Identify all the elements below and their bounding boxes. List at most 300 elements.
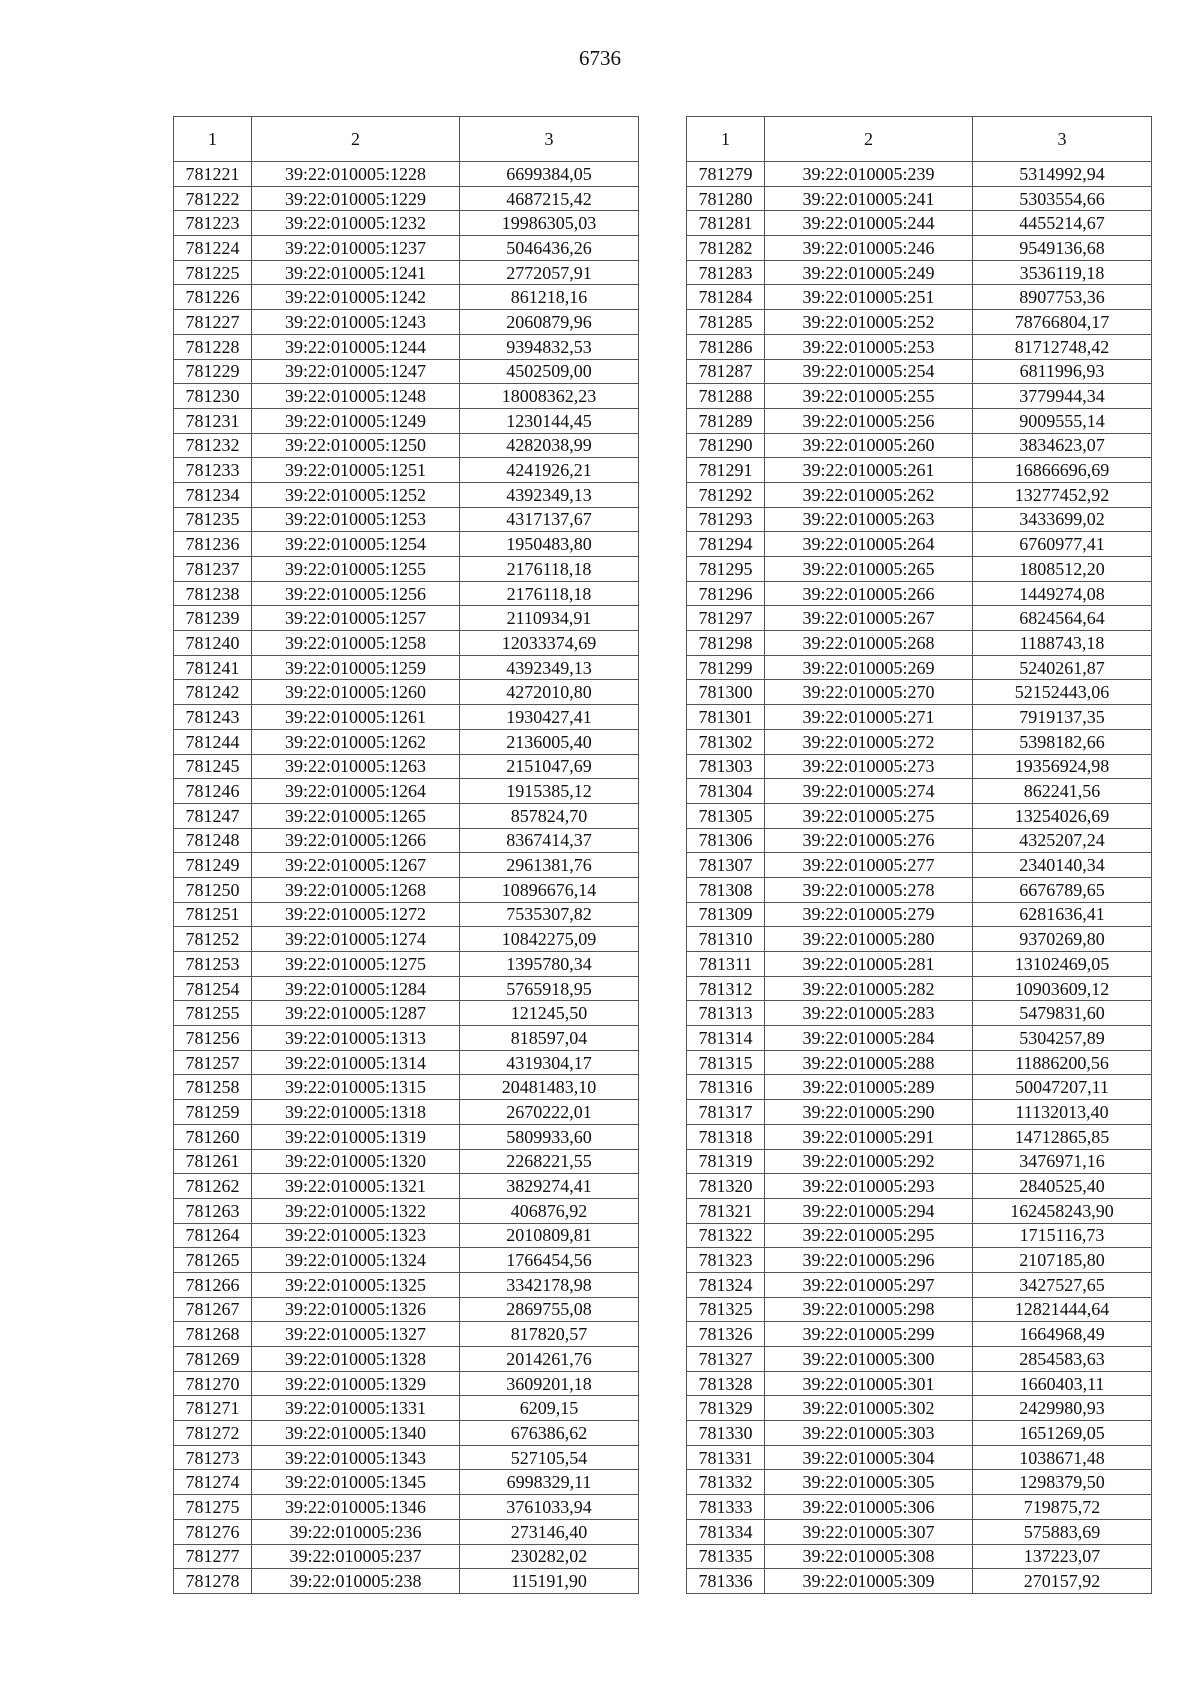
row-number-cell: 781226 xyxy=(174,285,252,310)
value-cell: 4272010,80 xyxy=(460,680,639,705)
value-cell: 5809933,60 xyxy=(460,1124,639,1149)
value-cell: 1651269,05 xyxy=(973,1421,1152,1446)
row-number-cell: 781294 xyxy=(687,532,765,557)
value-cell: 2429980,93 xyxy=(973,1396,1152,1421)
table-row xyxy=(687,1124,1152,1149)
value-cell: 3476971,16 xyxy=(973,1149,1152,1174)
table-row xyxy=(174,1569,639,1594)
cadastral-number-cell: 39:22:010005:266 xyxy=(765,581,973,606)
cadastral-number-cell: 39:22:010005:236 xyxy=(252,1519,460,1544)
table-row xyxy=(174,1100,639,1125)
table-row xyxy=(687,1371,1152,1396)
row-number-cell: 781296 xyxy=(687,581,765,606)
value-cell: 4502509,00 xyxy=(460,359,639,384)
row-number-cell: 781232 xyxy=(174,433,252,458)
value-cell: 3427527,65 xyxy=(973,1272,1152,1297)
row-number-cell: 781248 xyxy=(174,828,252,853)
cadastral-number-cell: 39:22:010005:294 xyxy=(765,1198,973,1223)
table-row xyxy=(174,384,639,409)
cadastral-number-cell: 39:22:010005:1249 xyxy=(252,408,460,433)
table-row xyxy=(687,803,1152,828)
cadastral-number-cell: 39:22:010005:281 xyxy=(765,952,973,977)
row-number-cell: 781228 xyxy=(174,334,252,359)
table-row xyxy=(174,828,639,853)
value-cell: 9394832,53 xyxy=(460,334,639,359)
cadastral-number-cell: 39:22:010005:308 xyxy=(765,1544,973,1569)
value-cell: 4282038,99 xyxy=(460,433,639,458)
row-number-cell: 781295 xyxy=(687,557,765,582)
row-number-cell: 781259 xyxy=(174,1100,252,1125)
row-number-cell: 781324 xyxy=(687,1272,765,1297)
cadastral-number-cell: 39:22:010005:1251 xyxy=(252,458,460,483)
row-number-cell: 781311 xyxy=(687,952,765,977)
value-cell: 527105,54 xyxy=(460,1445,639,1470)
row-number-cell: 781257 xyxy=(174,1050,252,1075)
cadastral-number-cell: 39:22:010005:1331 xyxy=(252,1396,460,1421)
table-row xyxy=(174,1272,639,1297)
cadastral-number-cell: 39:22:010005:1259 xyxy=(252,655,460,680)
row-number-cell: 781320 xyxy=(687,1174,765,1199)
table-row xyxy=(174,655,639,680)
table-row xyxy=(174,433,639,458)
value-cell: 78766804,17 xyxy=(973,310,1152,335)
value-cell: 162458243,90 xyxy=(973,1198,1152,1223)
value-cell: 5303554,66 xyxy=(973,186,1152,211)
table-row xyxy=(687,532,1152,557)
row-number-cell: 781235 xyxy=(174,507,252,532)
cadastral-number-cell: 39:22:010005:251 xyxy=(765,285,973,310)
value-cell: 862241,56 xyxy=(973,779,1152,804)
row-number-cell: 781244 xyxy=(174,729,252,754)
cadastral-number-cell: 39:22:010005:268 xyxy=(765,631,973,656)
value-cell: 6281636,41 xyxy=(973,902,1152,927)
row-number-cell: 781261 xyxy=(174,1149,252,1174)
table-row xyxy=(687,334,1152,359)
left-table xyxy=(173,116,639,1594)
value-cell: 1038671,48 xyxy=(973,1445,1152,1470)
row-number-cell: 781240 xyxy=(174,631,252,656)
row-number-cell: 781256 xyxy=(174,1026,252,1051)
table-row xyxy=(174,1347,639,1372)
value-cell: 406876,92 xyxy=(460,1198,639,1223)
table-row xyxy=(687,877,1152,902)
table-row xyxy=(174,1149,639,1174)
cadastral-number-cell: 39:22:010005:1263 xyxy=(252,754,460,779)
cadastral-number-cell: 39:22:010005:1340 xyxy=(252,1421,460,1446)
header-row xyxy=(687,117,1152,162)
column-header-3: 3 xyxy=(460,117,639,162)
value-cell: 2014261,76 xyxy=(460,1347,639,1372)
table-row xyxy=(174,754,639,779)
value-cell: 575883,69 xyxy=(973,1519,1152,1544)
table-row xyxy=(687,1396,1152,1421)
cadastral-number-cell: 39:22:010005:1320 xyxy=(252,1149,460,1174)
cadastral-number-cell: 39:22:010005:270 xyxy=(765,680,973,705)
table-row xyxy=(687,1544,1152,1569)
value-cell: 115191,90 xyxy=(460,1569,639,1594)
cadastral-number-cell: 39:22:010005:1266 xyxy=(252,828,460,853)
value-cell: 4392349,13 xyxy=(460,482,639,507)
row-number-cell: 781284 xyxy=(687,285,765,310)
value-cell: 270157,92 xyxy=(973,1569,1152,1594)
row-number-cell: 781265 xyxy=(174,1248,252,1273)
row-number-cell: 781250 xyxy=(174,877,252,902)
cadastral-number-cell: 39:22:010005:254 xyxy=(765,359,973,384)
column-header-2: 2 xyxy=(252,117,460,162)
cadastral-number-cell: 39:22:010005:1242 xyxy=(252,285,460,310)
value-cell: 1950483,80 xyxy=(460,532,639,557)
value-cell: 4241926,21 xyxy=(460,458,639,483)
value-cell: 16866696,69 xyxy=(973,458,1152,483)
cadastral-number-cell: 39:22:010005:1244 xyxy=(252,334,460,359)
table-row xyxy=(174,803,639,828)
table-row xyxy=(174,507,639,532)
row-number-cell: 781280 xyxy=(687,186,765,211)
value-cell: 2772057,91 xyxy=(460,260,639,285)
cadastral-number-cell: 39:22:010005:1322 xyxy=(252,1198,460,1223)
cadastral-number-cell: 39:22:010005:298 xyxy=(765,1297,973,1322)
cadastral-number-cell: 39:22:010005:299 xyxy=(765,1322,973,1347)
value-cell: 676386,62 xyxy=(460,1421,639,1446)
cadastral-number-cell: 39:22:010005:264 xyxy=(765,532,973,557)
left-table-header xyxy=(174,117,639,162)
value-cell: 1930427,41 xyxy=(460,705,639,730)
value-cell: 18008362,23 xyxy=(460,384,639,409)
table-row xyxy=(174,853,639,878)
cadastral-number-cell: 39:22:010005:304 xyxy=(765,1445,973,1470)
table-row xyxy=(174,557,639,582)
row-number-cell: 781243 xyxy=(174,705,252,730)
value-cell: 3609201,18 xyxy=(460,1371,639,1396)
cadastral-number-cell: 39:22:010005:249 xyxy=(765,260,973,285)
row-number-cell: 781274 xyxy=(174,1470,252,1495)
value-cell: 5765918,95 xyxy=(460,976,639,1001)
cadastral-number-cell: 39:22:010005:1318 xyxy=(252,1100,460,1125)
value-cell: 4687215,42 xyxy=(460,186,639,211)
cadastral-number-cell: 39:22:010005:1274 xyxy=(252,927,460,952)
table-row xyxy=(687,1149,1152,1174)
row-number-cell: 781281 xyxy=(687,211,765,236)
cadastral-number-cell: 39:22:010005:1284 xyxy=(252,976,460,1001)
row-number-cell: 781330 xyxy=(687,1421,765,1446)
row-number-cell: 781254 xyxy=(174,976,252,1001)
row-number-cell: 781231 xyxy=(174,408,252,433)
table-row xyxy=(174,1198,639,1223)
row-number-cell: 781291 xyxy=(687,458,765,483)
cadastral-number-cell: 39:22:010005:1323 xyxy=(252,1223,460,1248)
row-number-cell: 781333 xyxy=(687,1495,765,1520)
right-table xyxy=(686,116,1152,1594)
value-cell: 20481483,10 xyxy=(460,1075,639,1100)
value-cell: 14712865,85 xyxy=(973,1124,1152,1149)
table-row xyxy=(687,1075,1152,1100)
table-row xyxy=(687,1495,1152,1520)
value-cell: 3433699,02 xyxy=(973,507,1152,532)
cadastral-number-cell: 39:22:010005:1261 xyxy=(252,705,460,730)
row-number-cell: 781325 xyxy=(687,1297,765,1322)
table-row xyxy=(687,1198,1152,1223)
table-row xyxy=(174,581,639,606)
cadastral-number-cell: 39:22:010005:278 xyxy=(765,877,973,902)
table-row xyxy=(174,1124,639,1149)
cadastral-number-cell: 39:22:010005:265 xyxy=(765,557,973,582)
table-row xyxy=(687,705,1152,730)
cadastral-number-cell: 39:22:010005:1232 xyxy=(252,211,460,236)
table-row xyxy=(174,1050,639,1075)
table-row xyxy=(687,1519,1152,1544)
value-cell: 81712748,42 xyxy=(973,334,1152,359)
value-cell: 1915385,12 xyxy=(460,779,639,804)
table-row xyxy=(687,211,1152,236)
table-row xyxy=(174,1223,639,1248)
cadastral-number-cell: 39:22:010005:292 xyxy=(765,1149,973,1174)
cadastral-number-cell: 39:22:010005:1255 xyxy=(252,557,460,582)
cadastral-number-cell: 39:22:010005:274 xyxy=(765,779,973,804)
row-number-cell: 781303 xyxy=(687,754,765,779)
table-row xyxy=(687,186,1152,211)
row-number-cell: 781299 xyxy=(687,655,765,680)
cadastral-number-cell: 39:22:010005:290 xyxy=(765,1100,973,1125)
value-cell: 5479831,60 xyxy=(973,1001,1152,1026)
row-number-cell: 781288 xyxy=(687,384,765,409)
value-cell: 2136005,40 xyxy=(460,729,639,754)
row-number-cell: 781246 xyxy=(174,779,252,804)
value-cell: 13277452,92 xyxy=(973,482,1152,507)
cadastral-number-cell: 39:22:010005:1260 xyxy=(252,680,460,705)
row-number-cell: 781227 xyxy=(174,310,252,335)
table-row xyxy=(174,211,639,236)
value-cell: 8367414,37 xyxy=(460,828,639,853)
page-number: 6736 xyxy=(579,46,621,70)
cadastral-number-cell: 39:22:010005:1272 xyxy=(252,902,460,927)
row-number-cell: 781308 xyxy=(687,877,765,902)
row-number-cell: 781234 xyxy=(174,482,252,507)
table-row xyxy=(174,1371,639,1396)
table-row xyxy=(687,1322,1152,1347)
table-row xyxy=(687,162,1152,187)
row-number-cell: 781335 xyxy=(687,1544,765,1569)
table-row xyxy=(174,359,639,384)
row-number-cell: 781317 xyxy=(687,1100,765,1125)
cadastral-number-cell: 39:22:010005:1241 xyxy=(252,260,460,285)
row-number-cell: 781249 xyxy=(174,853,252,878)
row-number-cell: 781273 xyxy=(174,1445,252,1470)
row-number-cell: 781300 xyxy=(687,680,765,705)
row-number-cell: 781302 xyxy=(687,729,765,754)
cadastral-number-cell: 39:22:010005:276 xyxy=(765,828,973,853)
row-number-cell: 781245 xyxy=(174,754,252,779)
row-number-cell: 781323 xyxy=(687,1248,765,1273)
value-cell: 1188743,18 xyxy=(973,631,1152,656)
column-header-1: 1 xyxy=(174,117,252,162)
cadastral-number-cell: 39:22:010005:301 xyxy=(765,1371,973,1396)
table-row xyxy=(174,334,639,359)
cadastral-number-cell: 39:22:010005:295 xyxy=(765,1223,973,1248)
table-row xyxy=(687,408,1152,433)
cadastral-number-cell: 39:22:010005:1228 xyxy=(252,162,460,187)
table-row xyxy=(174,1544,639,1569)
row-number-cell: 781233 xyxy=(174,458,252,483)
cadastral-number-cell: 39:22:010005:1324 xyxy=(252,1248,460,1273)
row-number-cell: 781229 xyxy=(174,359,252,384)
value-cell: 1808512,20 xyxy=(973,557,1152,582)
value-cell: 4392349,13 xyxy=(460,655,639,680)
cadastral-number-cell: 39:22:010005:1257 xyxy=(252,606,460,631)
table-row xyxy=(687,828,1152,853)
row-number-cell: 781255 xyxy=(174,1001,252,1026)
table-row xyxy=(687,952,1152,977)
value-cell: 2176118,18 xyxy=(460,557,639,582)
value-cell: 2010809,81 xyxy=(460,1223,639,1248)
table-row xyxy=(687,507,1152,532)
cadastral-number-cell: 39:22:010005:1314 xyxy=(252,1050,460,1075)
value-cell: 2110934,91 xyxy=(460,606,639,631)
row-number-cell: 781239 xyxy=(174,606,252,631)
table-row xyxy=(687,606,1152,631)
value-cell: 9370269,80 xyxy=(973,927,1152,952)
cadastral-number-cell: 39:22:010005:260 xyxy=(765,433,973,458)
row-number-cell: 781279 xyxy=(687,162,765,187)
right-table-header xyxy=(687,117,1152,162)
value-cell: 2961381,76 xyxy=(460,853,639,878)
value-cell: 857824,70 xyxy=(460,803,639,828)
cadastral-number-cell: 39:22:010005:1315 xyxy=(252,1075,460,1100)
row-number-cell: 781270 xyxy=(174,1371,252,1396)
row-number-cell: 781237 xyxy=(174,557,252,582)
value-cell: 9009555,14 xyxy=(973,408,1152,433)
row-number-cell: 781292 xyxy=(687,482,765,507)
cadastral-number-cell: 39:22:010005:309 xyxy=(765,1569,973,1594)
value-cell: 861218,16 xyxy=(460,285,639,310)
cadastral-number-cell: 39:22:010005:1250 xyxy=(252,433,460,458)
table-row xyxy=(174,1495,639,1520)
cadastral-number-cell: 39:22:010005:1237 xyxy=(252,236,460,261)
value-cell: 3834623,07 xyxy=(973,433,1152,458)
row-number-cell: 781264 xyxy=(174,1223,252,1248)
row-number-cell: 781306 xyxy=(687,828,765,853)
value-cell: 5240261,87 xyxy=(973,655,1152,680)
cadastral-number-cell: 39:22:010005:296 xyxy=(765,1248,973,1273)
cadastral-number-cell: 39:22:010005:246 xyxy=(765,236,973,261)
row-number-cell: 781301 xyxy=(687,705,765,730)
row-number-cell: 781221 xyxy=(174,162,252,187)
row-number-cell: 781271 xyxy=(174,1396,252,1421)
table-row xyxy=(174,705,639,730)
row-number-cell: 781287 xyxy=(687,359,765,384)
table-row xyxy=(687,655,1152,680)
table-row xyxy=(687,310,1152,335)
table-row xyxy=(174,408,639,433)
row-number-cell: 781307 xyxy=(687,853,765,878)
table-row xyxy=(687,927,1152,952)
value-cell: 5046436,26 xyxy=(460,236,639,261)
row-number-cell: 781224 xyxy=(174,236,252,261)
table-row xyxy=(687,285,1152,310)
value-cell: 2854583,63 xyxy=(973,1347,1152,1372)
row-number-cell: 781289 xyxy=(687,408,765,433)
cadastral-number-cell: 39:22:010005:1253 xyxy=(252,507,460,532)
value-cell: 2268221,55 xyxy=(460,1149,639,1174)
cadastral-number-cell: 39:22:010005:244 xyxy=(765,211,973,236)
value-cell: 13102469,05 xyxy=(973,952,1152,977)
row-number-cell: 781278 xyxy=(174,1569,252,1594)
row-number-cell: 781297 xyxy=(687,606,765,631)
value-cell: 6760977,41 xyxy=(973,532,1152,557)
table-row xyxy=(687,1026,1152,1051)
cadastral-number-cell: 39:22:010005:1275 xyxy=(252,952,460,977)
cadastral-number-cell: 39:22:010005:1252 xyxy=(252,482,460,507)
row-number-cell: 781285 xyxy=(687,310,765,335)
value-cell: 5304257,89 xyxy=(973,1026,1152,1051)
value-cell: 3342178,98 xyxy=(460,1272,639,1297)
table-row xyxy=(687,1347,1152,1372)
table-row xyxy=(174,877,639,902)
cadastral-number-cell: 39:22:010005:1287 xyxy=(252,1001,460,1026)
table-row xyxy=(687,1445,1152,1470)
table-row xyxy=(687,1272,1152,1297)
value-cell: 6811996,93 xyxy=(973,359,1152,384)
table-row xyxy=(687,1470,1152,1495)
row-number-cell: 781286 xyxy=(687,334,765,359)
table-row xyxy=(687,482,1152,507)
row-number-cell: 781222 xyxy=(174,186,252,211)
table-row xyxy=(687,581,1152,606)
row-number-cell: 781269 xyxy=(174,1347,252,1372)
table-row xyxy=(687,1421,1152,1446)
value-cell: 6676789,65 xyxy=(973,877,1152,902)
value-cell: 2176118,18 xyxy=(460,581,639,606)
cadastral-number-cell: 39:22:010005:282 xyxy=(765,976,973,1001)
row-number-cell: 781253 xyxy=(174,952,252,977)
cadastral-number-cell: 39:22:010005:275 xyxy=(765,803,973,828)
table-row xyxy=(687,260,1152,285)
cadastral-number-cell: 39:22:010005:280 xyxy=(765,927,973,952)
table-row xyxy=(687,754,1152,779)
table-row xyxy=(174,186,639,211)
row-number-cell: 781282 xyxy=(687,236,765,261)
row-number-cell: 781263 xyxy=(174,1198,252,1223)
column-header-2: 2 xyxy=(765,117,973,162)
table-row xyxy=(174,310,639,335)
value-cell: 52152443,06 xyxy=(973,680,1152,705)
row-number-cell: 781230 xyxy=(174,384,252,409)
row-number-cell: 781238 xyxy=(174,581,252,606)
value-cell: 1766454,56 xyxy=(460,1248,639,1273)
cadastral-number-cell: 39:22:010005:267 xyxy=(765,606,973,631)
table-row xyxy=(687,359,1152,384)
cadastral-number-cell: 39:22:010005:1329 xyxy=(252,1371,460,1396)
row-number-cell: 781277 xyxy=(174,1544,252,1569)
value-cell: 137223,07 xyxy=(973,1544,1152,1569)
row-number-cell: 781326 xyxy=(687,1322,765,1347)
table-row xyxy=(174,1470,639,1495)
cadastral-number-cell: 39:22:010005:253 xyxy=(765,334,973,359)
row-number-cell: 781225 xyxy=(174,260,252,285)
cadastral-number-cell: 39:22:010005:297 xyxy=(765,1272,973,1297)
table-row xyxy=(687,1223,1152,1248)
table-row xyxy=(687,1569,1152,1594)
table-row xyxy=(687,557,1152,582)
cadastral-number-cell: 39:22:010005:1328 xyxy=(252,1347,460,1372)
value-cell: 12033374,69 xyxy=(460,631,639,656)
cadastral-number-cell: 39:22:010005:1345 xyxy=(252,1470,460,1495)
cadastral-number-cell: 39:22:010005:283 xyxy=(765,1001,973,1026)
row-number-cell: 781310 xyxy=(687,927,765,952)
table-row xyxy=(174,532,639,557)
value-cell: 4319304,17 xyxy=(460,1050,639,1075)
value-cell: 2869755,08 xyxy=(460,1297,639,1322)
cadastral-number-cell: 39:22:010005:306 xyxy=(765,1495,973,1520)
